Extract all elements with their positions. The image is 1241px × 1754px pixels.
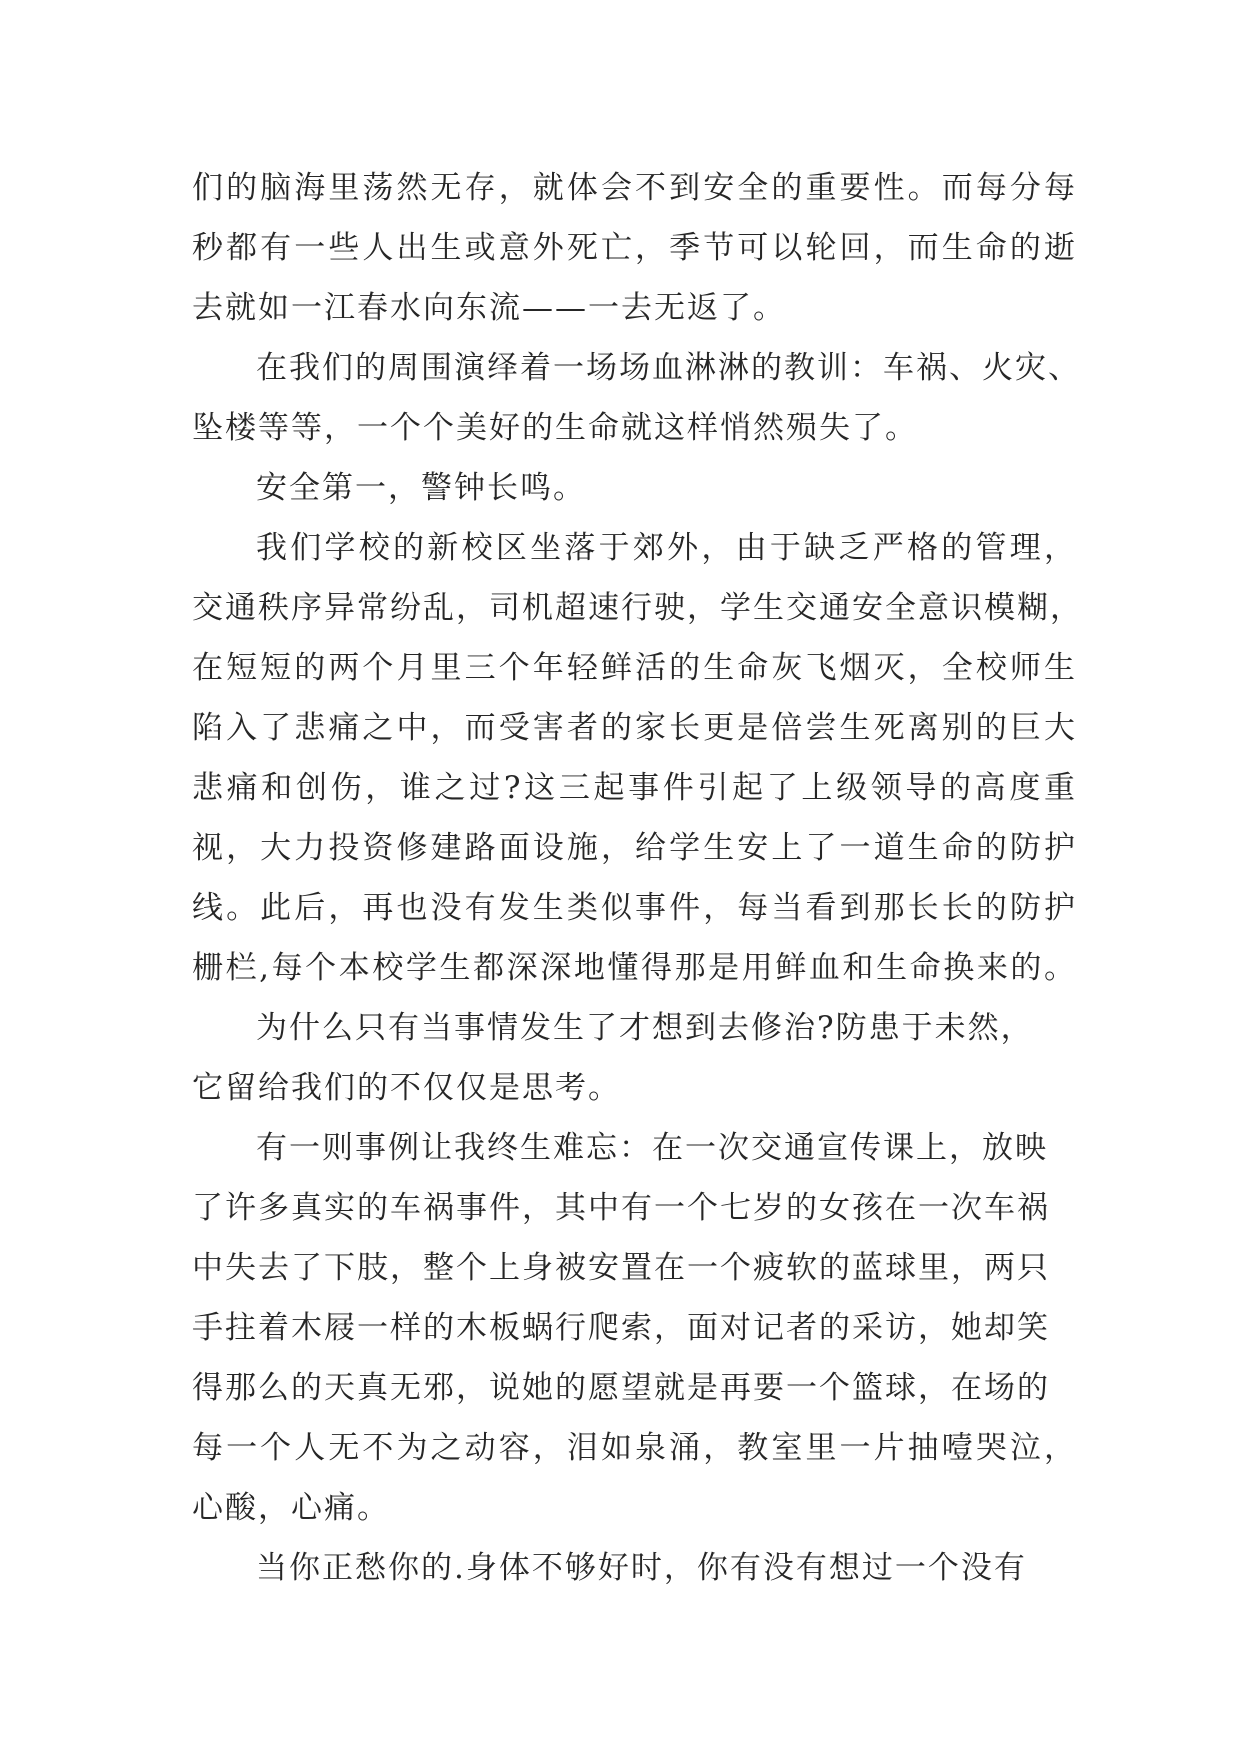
paragraph-start-line: 我们学校的新校区坐落于郊外，由于缺乏严格的管理， — [256, 530, 1077, 566]
paragraph-start-line: 为什么只有当事情发生了才想到去修治?防患于未然， — [256, 1010, 1034, 1046]
paragraph-start-line: 有一则事例让我终生难忘：在一次交通宣传课上，放映 — [256, 1130, 1048, 1166]
text-line: 得那么的天真无邪，说她的愿望就是再要一个篮球，在场的 — [192, 1370, 1050, 1406]
text-line: 交通秩序异常纷乱，司机超速行驶，学生交通安全意识模糊， — [192, 590, 1083, 626]
text-line: 线。此后，再也没有发生类似事件，每当看到那长长的防护 — [192, 890, 1077, 926]
paragraph-start-line: 当你正愁你的.身体不够好时，你有没有想过一个没有 — [256, 1550, 1027, 1586]
body-text — [192, 158, 1083, 1598]
text-line: 陷入了悲痛之中，而受害者的家长更是倍尝生死离别的巨大 — [192, 710, 1077, 746]
text-line: 栅栏,每个本校学生都深深地懂得那是用鲜血和生命换来的。 — [192, 950, 1077, 986]
paragraph-start-line: 安全第一，警钟长鸣。 — [256, 470, 586, 506]
text-line: 每一个人无不为之动容，泪如泉涌，教室里一片抽噎哭泣， — [192, 1430, 1077, 1466]
text-line: 悲痛和创伤，谁之过?这三起事件引起了上级领导的高度重 — [192, 770, 1077, 806]
paragraph-start-line: 在我们的周围演绎着一场场血淋淋的教训：车祸、火灾、 — [256, 350, 1081, 386]
text-line: 秒都有一些人出生或意外死亡，季节可以轮回，而生命的逝 — [192, 230, 1077, 266]
text-line: 视，大力投资修建路面设施，给学生安上了一道生命的防护 — [192, 830, 1077, 866]
text-line: 们的脑海里荡然无存，就体会不到安全的重要性。而每分每 — [192, 170, 1077, 206]
text-line: 它留给我们的不仅仅是思考。 — [192, 1070, 621, 1106]
text-line: 在短短的两个月里三个年轻鲜活的生命灰飞烟灭，全校师生 — [192, 650, 1077, 686]
text-line: 手拄着木屐一样的木板蜗行爬索，面对记者的采访，她却笑 — [192, 1310, 1050, 1346]
text-line: 去就如一江春水向东流——一去无返了。 — [192, 290, 786, 326]
text-line: 心酸，心痛。 — [192, 1490, 390, 1526]
text-line: 了许多真实的车祸事件，其中有一个七岁的女孩在一次车祸 — [192, 1190, 1050, 1226]
text-line: 中失去了下肢，整个上身被安置在一个疲软的蓝球里，两只 — [192, 1250, 1050, 1286]
text-line: 坠楼等等，一个个美好的生命就这样悄然殒失了。 — [192, 410, 918, 446]
